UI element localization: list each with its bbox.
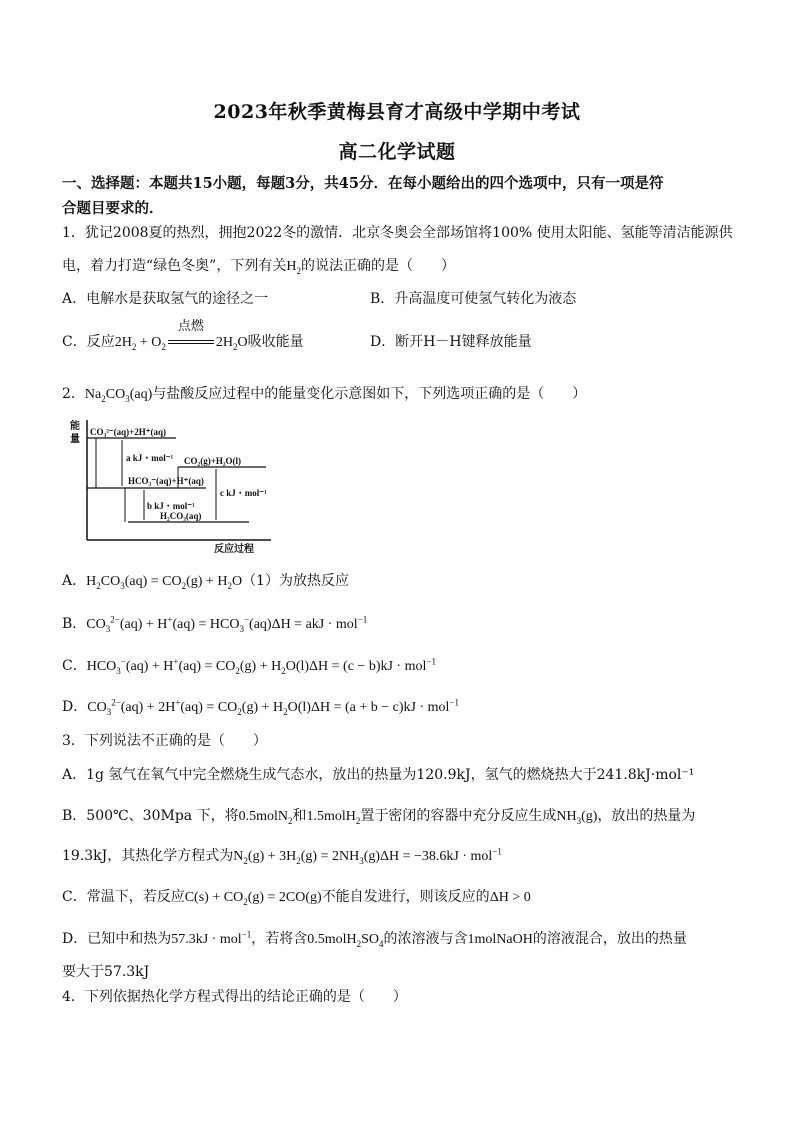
q4-stem: 4．下列依据热化学方程式得出的结论正确的是（ ） [62, 989, 407, 1005]
level-co2-label: CO₂(g)+H₂O(l) [184, 456, 242, 466]
q3-b-text4: ，放出的热量为 [597, 808, 696, 824]
q2-stem [62, 384, 586, 405]
reaction-condition-label: 点燃 [177, 319, 204, 334]
energy-axis-label-1: 能 [70, 421, 80, 432]
q3-d-text2: ，若将含 [251, 931, 308, 947]
q3-option-d-line2: 要大于57.3kJ [62, 964, 150, 980]
q3-b-equation: $N_2(g) + 3H_2(g) = 2NH_3(g)\Delta H = -38.6kJ \cdot mol^{-1}$ [233, 846, 502, 866]
q3-c-text2: 不能自发进行，则该反应的 [321, 889, 490, 905]
q1-option-c-tail: 吸收能量 [247, 334, 304, 350]
section-heading-line1: 一、选择题：本题共15小题，每题3分，共45分．在每小题给出的四个选项中，只有一项是符 [62, 175, 664, 192]
q3-b-text2: 和 [292, 808, 307, 824]
q1-option-d: D．断开H－H键释放能量 [370, 334, 532, 350]
q2-formula: $Na_2CO_3(aq)$ [84, 387, 153, 404]
section-heading-line2: 合题目要求的． [62, 200, 164, 217]
label-c: c kJ・mol⁻¹ [220, 488, 267, 498]
q3-option-c [62, 887, 531, 908]
reaction-condition-arrow [168, 319, 214, 349]
q1-option-c-label: C．反应 [62, 334, 115, 350]
q2-option-c: C．$HCO_3^-(aq) + H^+(aq) = CO_2(g) + H_2O(l)\Delta H = (c - b)kJ \cdot mol^{-1}$ [62, 656, 436, 676]
q3-option-b-line1 [62, 806, 695, 827]
q3-d-text1: D．已知中和热为 [62, 931, 172, 947]
q3-d-naoh: 1molNaOH [467, 932, 533, 947]
label-a: a kJ・mol⁻¹ [126, 453, 174, 463]
q3-b-h2: 1.5molH$_2$ [306, 809, 361, 826]
q1-stem-line2 [62, 256, 455, 277]
q1-stem-line1: 1．犹记2008夏的热烈，拥抱2022冬的激情．北京冬奥会全部场馆将100% 使用太阳能、氢能等清洁能源供 [62, 225, 733, 241]
q1-option-c-product: $2H_2O$ [215, 335, 248, 352]
exam-subtitle: 高二化学试题 [338, 141, 456, 163]
label-b: b kJ・mol⁻¹ [147, 501, 195, 511]
q1-stem-tail: 的说法正确的是（ ） [300, 258, 455, 274]
q1-option-b: B．升高温度可使氢气转化为液态 [370, 291, 577, 307]
q3-b-nh3: $NH_3(g)$ [556, 809, 598, 826]
reaction-axis-label: 反应过程 [214, 544, 254, 555]
q2-option-b: B．$CO_3^{2-}(aq) + H^+(aq) = HCO_3^-(aq)\Delta H$ = akJ · mol$^{-1}$ [62, 614, 368, 634]
q3-d-text3: 的浓溶液与含 [383, 931, 468, 947]
q3-c-text1: C．常温下，若反应 [62, 889, 185, 905]
q3-d-heat: 57.3kJ · mol$^{-1}$ [171, 929, 252, 947]
q2-number: 2． [62, 386, 85, 402]
section-heading [62, 171, 732, 221]
q2-option-a: A．$H_2CO_3(aq) = CO_2(g) + H_2O(1)$为放热反应 [62, 573, 349, 591]
q1-stem-text: 电，着力打造“绿色冬奥”，下列有关 [62, 258, 287, 274]
q1-option-c-reactants: $2H_2 + O_2$ [114, 335, 166, 352]
q3-option-d-line1 [62, 929, 687, 950]
q1-option-c [62, 319, 304, 353]
q1-h2-formula: $H_2$ [286, 259, 301, 276]
q2-option-a-tail: （1）为放热反应 [242, 573, 349, 589]
q1-option-a: A．电解水是获取氢气的途径之一 [62, 291, 269, 307]
q2-option-d: D．$CO_3^{2-}(aq) + 2H^+(aq) = CO_2(g) + H_2O(l)\Delta H = (a + b - c)kJ \cdot mol^{-1}$ [62, 697, 459, 717]
q3-option-b-line2 [62, 846, 502, 867]
q2-stem-text: 与盐酸反应过程中的能量变化示意图如下，下列选项正确的是（ ） [152, 386, 587, 402]
q3-stem: 3．下列说法不正确的是（ ） [62, 733, 267, 749]
exam-title: 2023年秋季黄梅县育才高级中学期中考试 [213, 101, 581, 123]
q3-option-a: A．1g 氢气在氧气中完全燃烧生成气态水，放出的热量为120.9kJ，氢气的燃烧热大于241.8kJ·mol⁻¹ [62, 767, 695, 783]
q3-d-text4: 的溶液混合，放出的热量 [532, 931, 687, 947]
q3-b-n2: 0.5molN$_2$ [238, 809, 293, 826]
q3-c-dh: ΔH > 0 [489, 890, 531, 905]
q3-b-text3: 置于密闭的容器中充分反应生成 [360, 808, 557, 824]
level-hco3-label: HCO₃⁻(aq)+H⁺(aq) [128, 476, 204, 486]
energy-axis-label-2: 量 [70, 434, 80, 445]
q3-d-h2so4: $0.5molH_2SO_4$ [307, 932, 384, 949]
energy-diagram [66, 416, 276, 558]
level-top-label: CO₃²⁻(aq)+2H⁺(aq) [90, 427, 167, 437]
q3-b-text1: B．500℃、30Mpa 下，将 [62, 808, 239, 824]
level-h2co3-label: H₂CO₃(aq) [160, 511, 202, 521]
q3-b-text5: 19.3kJ，其热化学方程式为 [62, 848, 234, 864]
q3-c-equation: $C(s) + CO_2(g) = 2CO(g)$ [184, 890, 322, 907]
